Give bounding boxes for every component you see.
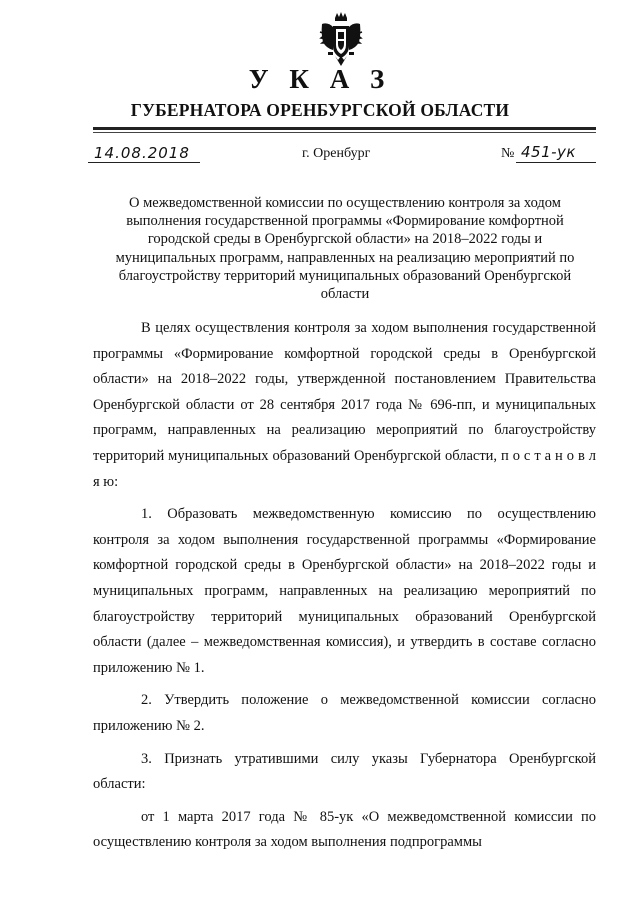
clause-2-paragraph: 2. Утвердить положение о межведомственной комиссии согласно приложению № 2. — [93, 692, 596, 734]
document-type-title: У К А З — [248, 64, 392, 94]
decree-number: 451-ук — [521, 143, 576, 161]
decree-body — [93, 316, 596, 863]
date-underline — [88, 162, 200, 163]
decree-subject: О межведомственной комиссии по осуществлению контроля за ходом выполнения государственной программы «Формирование комфортной городской среды в Оренбургской области» на 2018–2022 годы и муниципальных программ, направленных на реализацию мероприятий по благоустройству территорий муниципальных образований Оренбургской области — [115, 195, 575, 303]
header-divider-thick — [93, 127, 596, 130]
decree-date: 14.08.2018 — [94, 144, 190, 162]
header-divider-thin — [93, 132, 596, 133]
issuer-title: ГУБЕРНАТОРА ОРЕНБУРГСКОЙ ОБЛАСТИ — [130, 100, 510, 120]
clause-3-item-paragraph: от 1 марта 2017 года № 85-ук «О межведомственной комиссии по осуществлению контроля за ходом выполнения подпрограммы — [93, 808, 596, 851]
clause-3-paragraph: 3. Признать утратившими силу указы Губернатора Оренбургской области: — [93, 750, 596, 793]
clause-1-paragraph: 1. Образовать межведомственную комиссию по осуществлению контроля за ходом выполнения государственной программы «Формирование комфортной городской среды в Оренбургской области» на 2018–2022 годы и муниципальных программ, направленных на реализацию мероприятий по благоустройству территорий муниципальных образований Оренбургской области (далее – межведомственная комиссия), и утвердить в составе согласно приложению № 1. — [93, 506, 596, 676]
decree-number-label: № — [501, 146, 515, 161]
decree-city: г. Оренбург — [302, 146, 371, 161]
coat-of-arms-emblem-icon — [318, 12, 364, 68]
number-underline — [516, 162, 596, 163]
preamble-paragraph: В целях осуществления контроля за ходом выполнения государственной программы «Формирование комфортной городской среды в Оренбургской области» на 2018–2022 годы, утвержденной постановлением Правительства Оренбургской области от 28 сентября 2017 года № 696-пп, и муниципальных программ, направленных на реализацию мероприятий по благоустройству территорий муниципальных образований Оренбургской области, п о с т а н о в л я ю: — [93, 320, 596, 490]
